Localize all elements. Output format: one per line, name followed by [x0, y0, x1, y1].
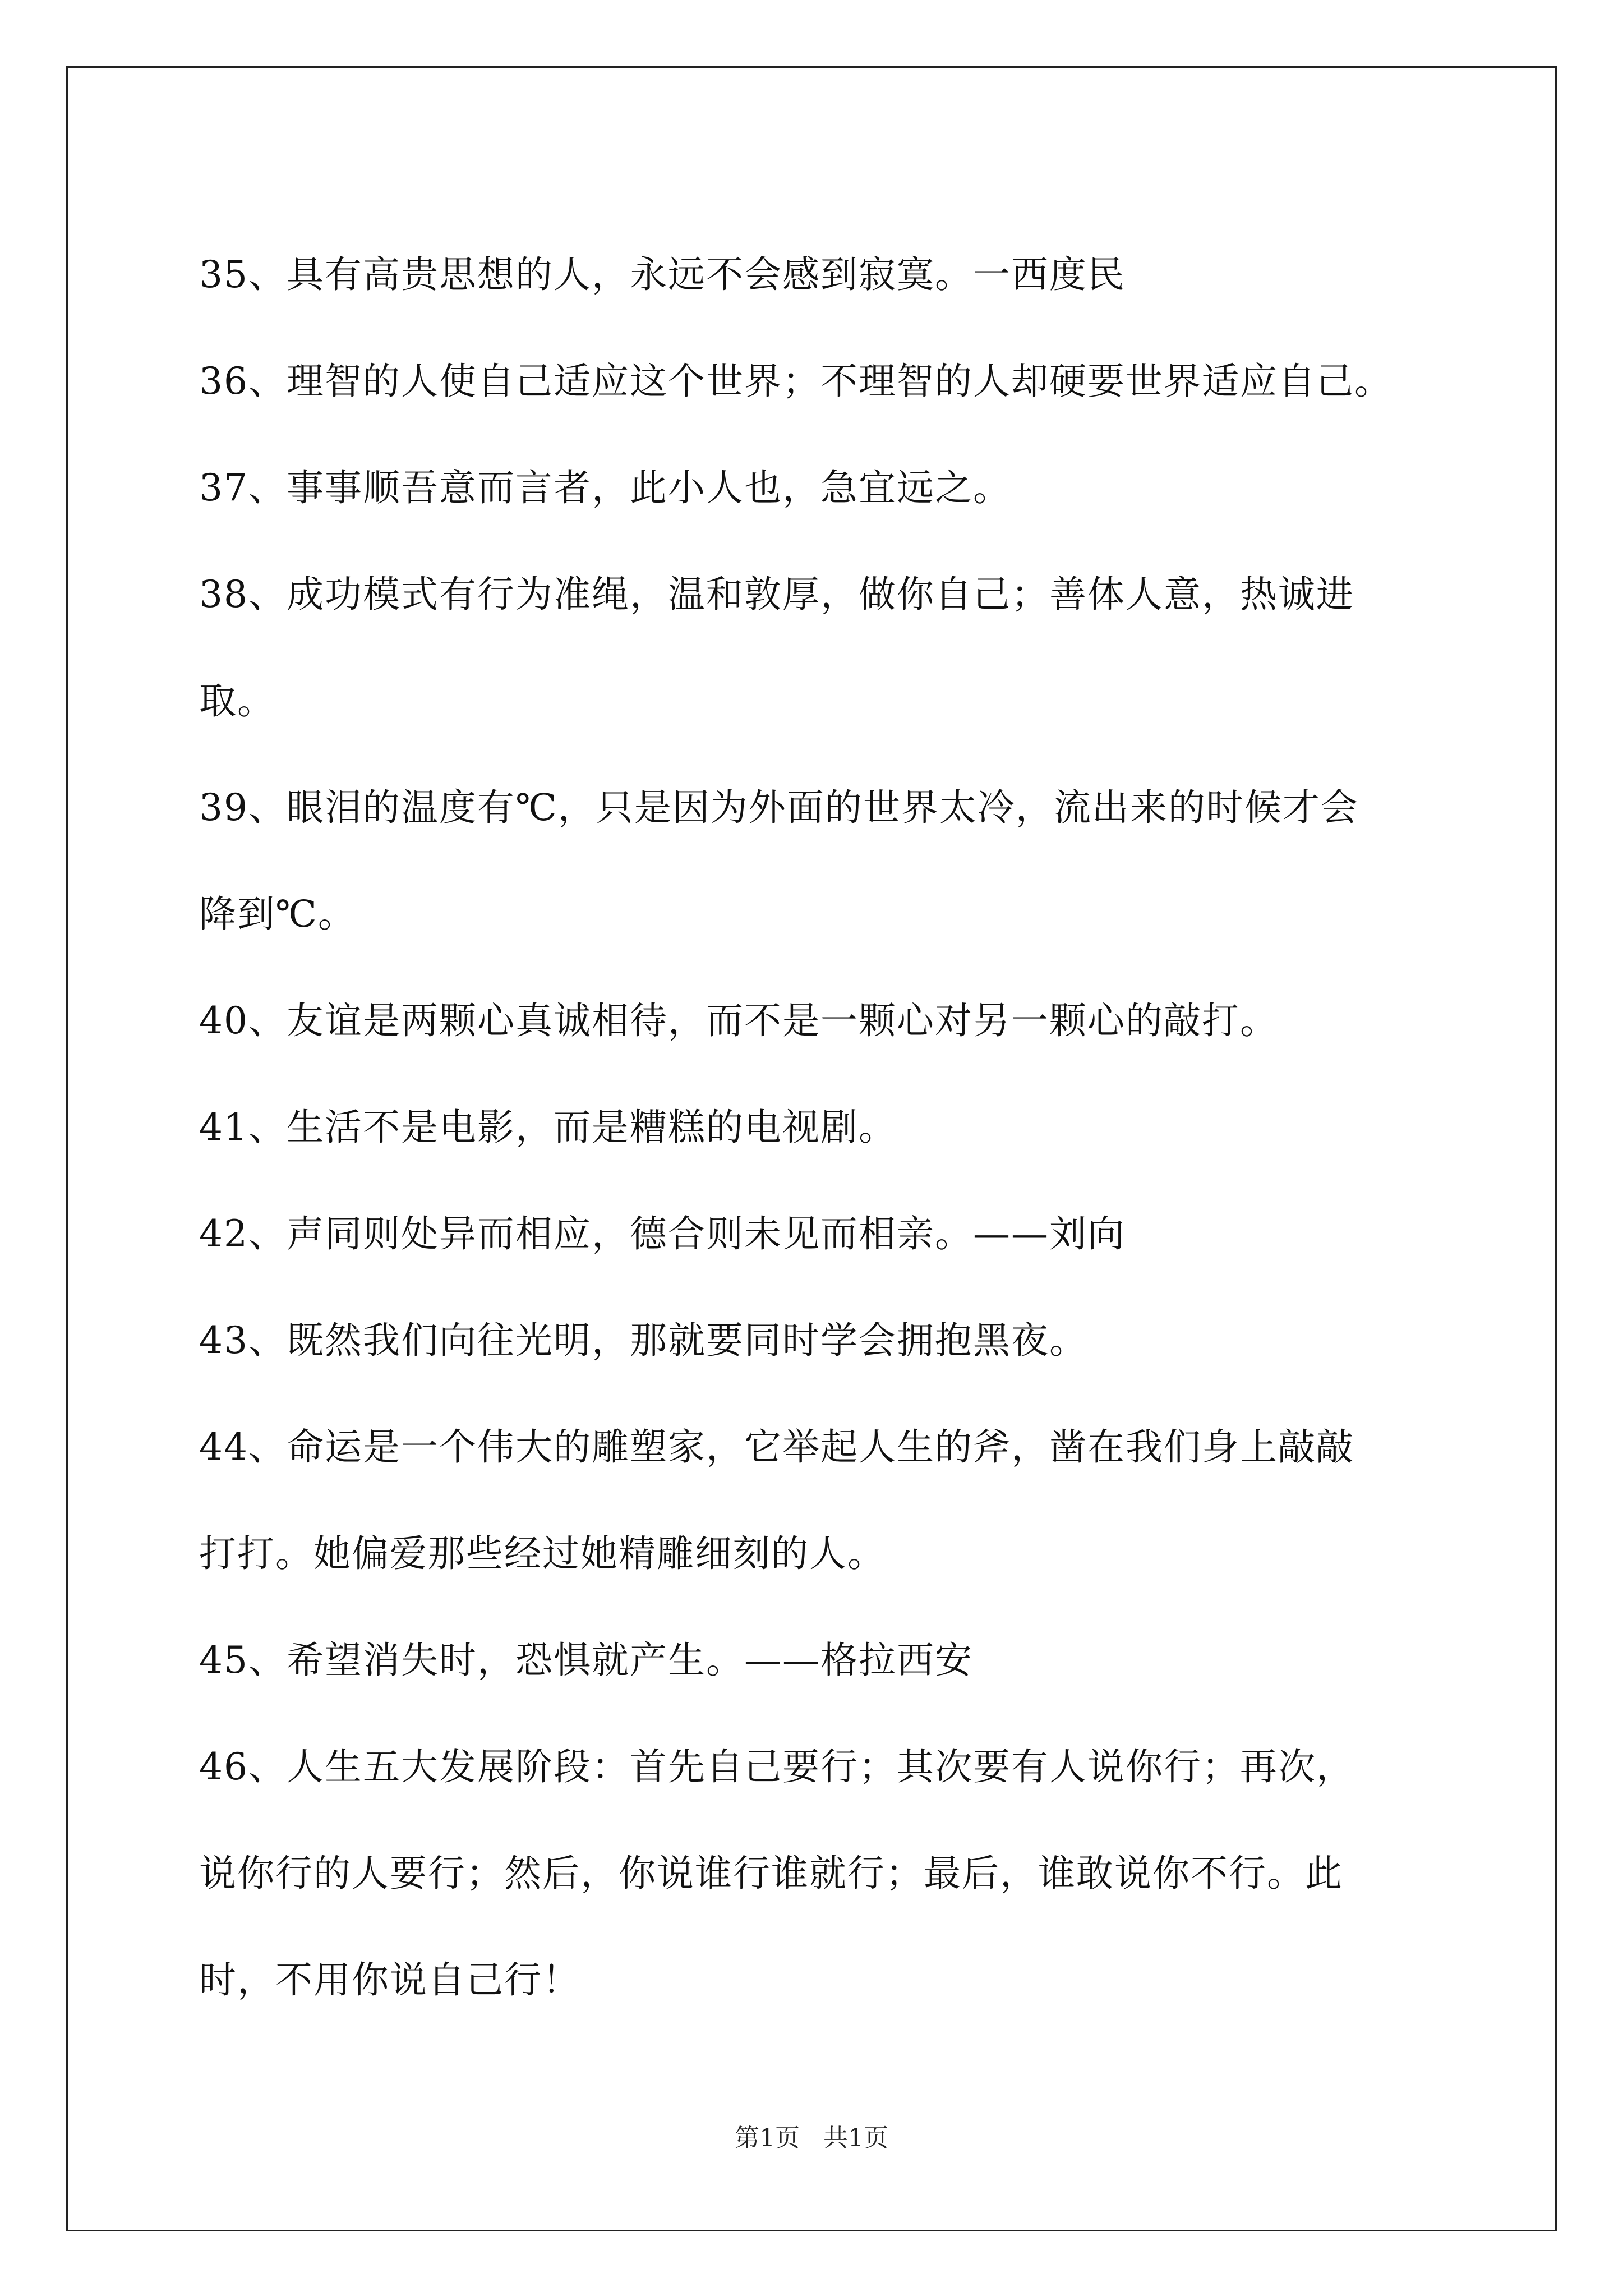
text-line-46b: 说你行的人要行；然后，你说谁行谁就行；最后，谁敢说你不行。此 [199, 1852, 1343, 1895]
text-line-45: 45、希望消失时，恐惧就产生。——格拉西安 [199, 1639, 973, 1682]
text-line-42: 42、声同则处异而相应，德合则未见而相亲。——刘向 [199, 1212, 1126, 1255]
text-line-38b: 取。 [199, 679, 275, 723]
text-line-46a: 46、人生五大发展阶段：首先自己要行；其次要有人说你行；再次， [199, 1745, 1354, 1788]
text-line-38a: 38、成功模式有行为准绳，温和敦厚，做你自己；善体人意，热诚进 [199, 573, 1354, 616]
text-line-35: 35、具有高贵思想的人，永远不会感到寂寞。一西度民 [199, 253, 1126, 296]
page-footer: 第1页 共1页 [735, 2124, 888, 2152]
text-line-40: 40、友谊是两颗心真诚相待，而不是一颗心对另一颗心的敲打。 [199, 999, 1278, 1042]
text-line-41: 41、生活不是电影，而是糟糕的电视剧。 [199, 1106, 897, 1149]
text-line-39a: 39、眼泪的温度有℃，只是因为外面的世界太冷，流出来的时候才会 [199, 786, 1359, 829]
text-line-44a: 44、命运是一个伟大的雕塑家，它举起人生的斧，凿在我们身上敲敲 [199, 1425, 1354, 1469]
text-line-39b: 降到℃。 [199, 892, 356, 936]
text-line-37: 37、事事顺吾意而言者，此小人也，急宜远之。 [199, 466, 1011, 509]
text-line-36: 36、理智的人使自己适应这个世界；不理智的人却硬要世界适应自己。 [199, 360, 1393, 403]
text-line-46c: 时，不用你说自己行！ [199, 1958, 580, 2001]
document-body [199, 222, 1444, 2033]
text-line-44b: 打打。她偏爱那些经过她精雕细刻的人。 [199, 1532, 886, 1575]
text-line-43: 43、既然我们向往光明，那就要同时学会拥抱黑夜。 [199, 1319, 1087, 1362]
